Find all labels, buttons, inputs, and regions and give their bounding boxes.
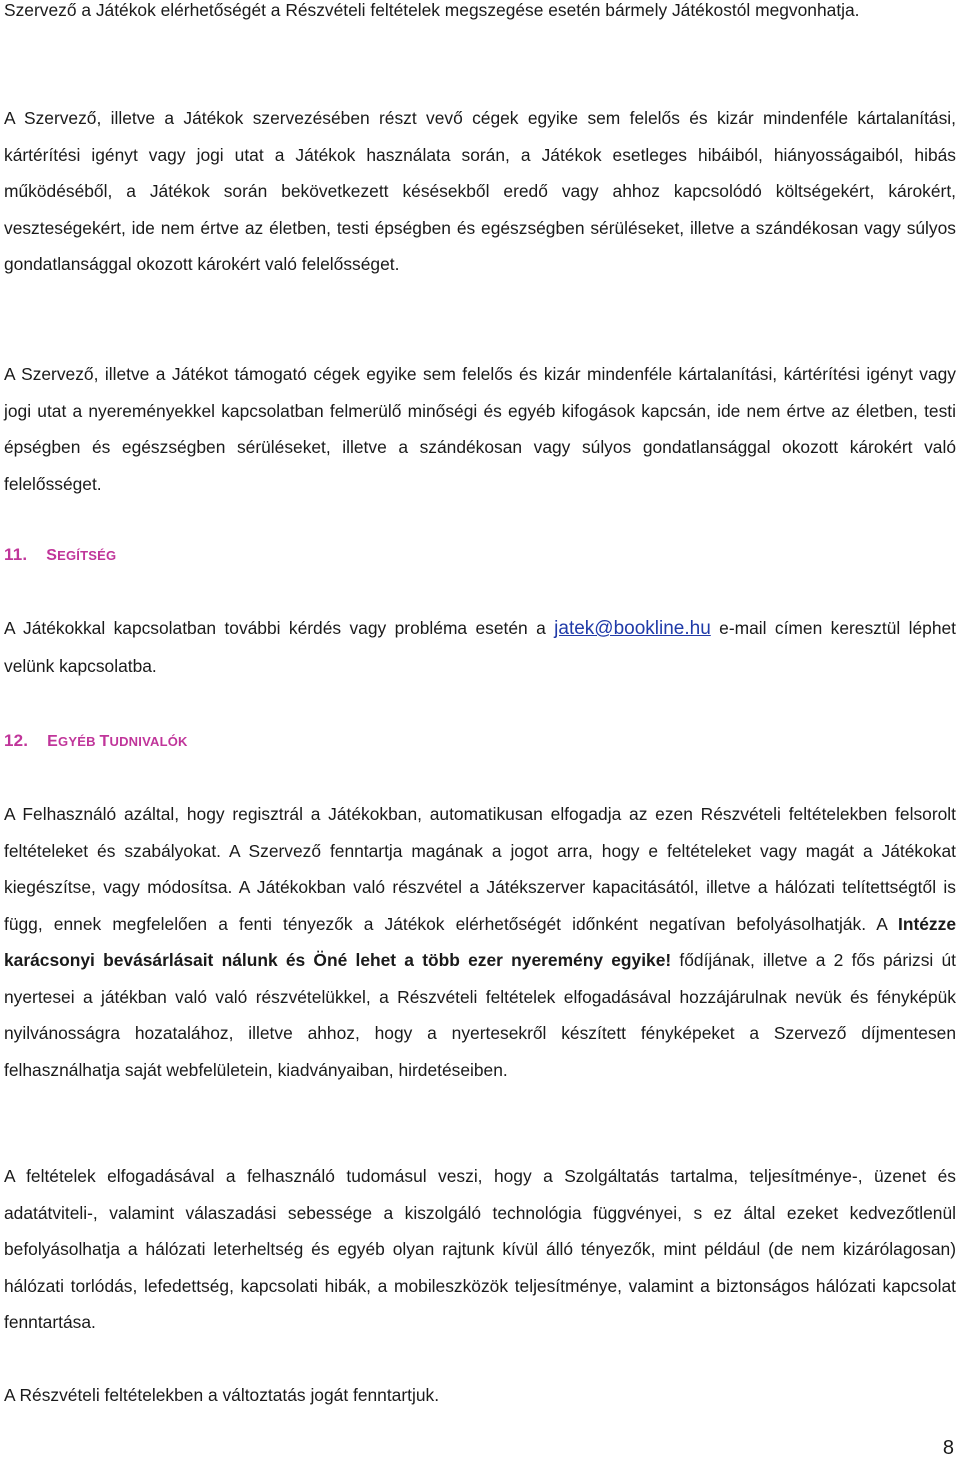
page-number: 8 (942, 1437, 954, 1459)
help-text-after: e-mail címen keresztül léphet velünk kapcsolatba. (4, 618, 956, 676)
other-info-text-before: A Felhasználó azáltal, hogy regisztrál a Játékokban, automatikusan elfogadja az ezen Részvételi feltételekben felsorolt feltételeket és szabályokat. A Szervező fenntartja magának a jogot arra, hogy e feltételeket vagy magát a Játékokat kiegészítse, vagy módosítsa. A Játékokban való részvétel a Játékszerver kapacitásától, illetve a hálózati telítettségtől is függ, ennek megfelelően a fenti tényezők a Játékok elérhetőségét időnként negatívan befolyásolhatják. A (4, 804, 956, 934)
section-12-title-rest-2: UDNIVALÓK (109, 734, 188, 749)
support-email-link[interactable]: jatek@bookline.hu (554, 618, 711, 639)
section-11-heading (4, 545, 116, 565)
paragraph-help (4, 610, 956, 684)
section-11-title-rest: EGÍTSÉG (57, 548, 117, 563)
section-12-number: 12. (4, 731, 29, 750)
section-12-heading (4, 731, 188, 751)
help-text-before: A Játékokkal kapcsolatban további kérdés vagy probléma esetén a (4, 618, 555, 638)
section-12-title-rest-1: GYÉB (58, 734, 100, 749)
section-12-title-initial-1: E (47, 733, 59, 750)
paragraph-other-info (4, 796, 956, 1088)
paragraph-intro: Szervező a Játékok elérhetőségét a Részvételi feltételek megszegése esetén bármely Játékostól megvonhatja. (4, 0, 860, 20)
game-name: Intézze karácsonyi bevásárlásait nálunk és Öné lehet a több ezer nyeremény egyike! (4, 913, 956, 970)
paragraph-liability-prizes: A Szervező, illetve a Játékot támogató cégek egyike sem felelős és kizár mindenféle kártalanítási, kártérítési igényt vagy jogi utat a nyereményekkel kapcsolatban felmerülő minőségi és egyéb kifogások kapcsán, ide nem értve az életben, testi épségben és egészségben sérüléseket, illetve a szándékosan vagy súlyos gondatlansággal okozott károkért való felelősséget. (4, 364, 956, 494)
other-info-text-after: fődíjának, illetve a 2 fős párizsi út nyertesei a játékban való való részvételükkel, a Részvételi feltételek elfogadásával hozzájárulnak nevük és fényképük nyilvánosságra hozatalához, illetve ahhoz, hogy a nyertesekről készített fényképeket a Szervező díjmentesen felhasználhatja saját webfelületein, kiadványaiban, hirdetéseiben. (4, 950, 956, 1080)
paragraph-final: A Részvételi feltételekben a változtatás jogát fenntartjuk. (4, 1385, 440, 1405)
paragraph-service: A feltételek elfogadásával a felhasználó tudomásul veszi, hogy a Szolgáltatás tartalma, teljesítménye-, üzenet és adatátviteli-, valamint válaszadási sebessége a kiszolgáló technológia függvényei, s ez által ezeket kedvezőtlenül befolyásolhatja a hálózati leterheltség és egyéb olyan rajtunk kívül álló tényezők, mint például (de nem kizárólagosan) hálózati torlódás, lefedettség, kapcsolati hibák, a mobileszközök teljesítménye, valamint a biztonságos hálózati kapcsolat fenntartása. (4, 1166, 956, 1332)
section-11-number: 11. (4, 545, 28, 564)
section-12-title-initial-2: T (99, 733, 110, 750)
paragraph-liability-games: A Szervező, illetve a Játékok szervezésében részt vevő cégek egyike sem felelős és kizár mindenféle kártalanítási, kártérítési igényt vagy jogi utat a Játékok használata során, a Játékok esetleges hibáiból, hiányosságaiból, hibás működéséből, a Játékok során bekövetkezett késésekből eredő vagy ahhoz kapcsolódó költségekért, károkért, veszteségekért, ide nem értve az életben, testi épségben és egészségben sérüléseket, illetve a szándékosan vagy súlyos gondatlansággal okozott károkért való felelősséget. (4, 108, 956, 274)
section-11-title-initial: S (46, 547, 58, 564)
